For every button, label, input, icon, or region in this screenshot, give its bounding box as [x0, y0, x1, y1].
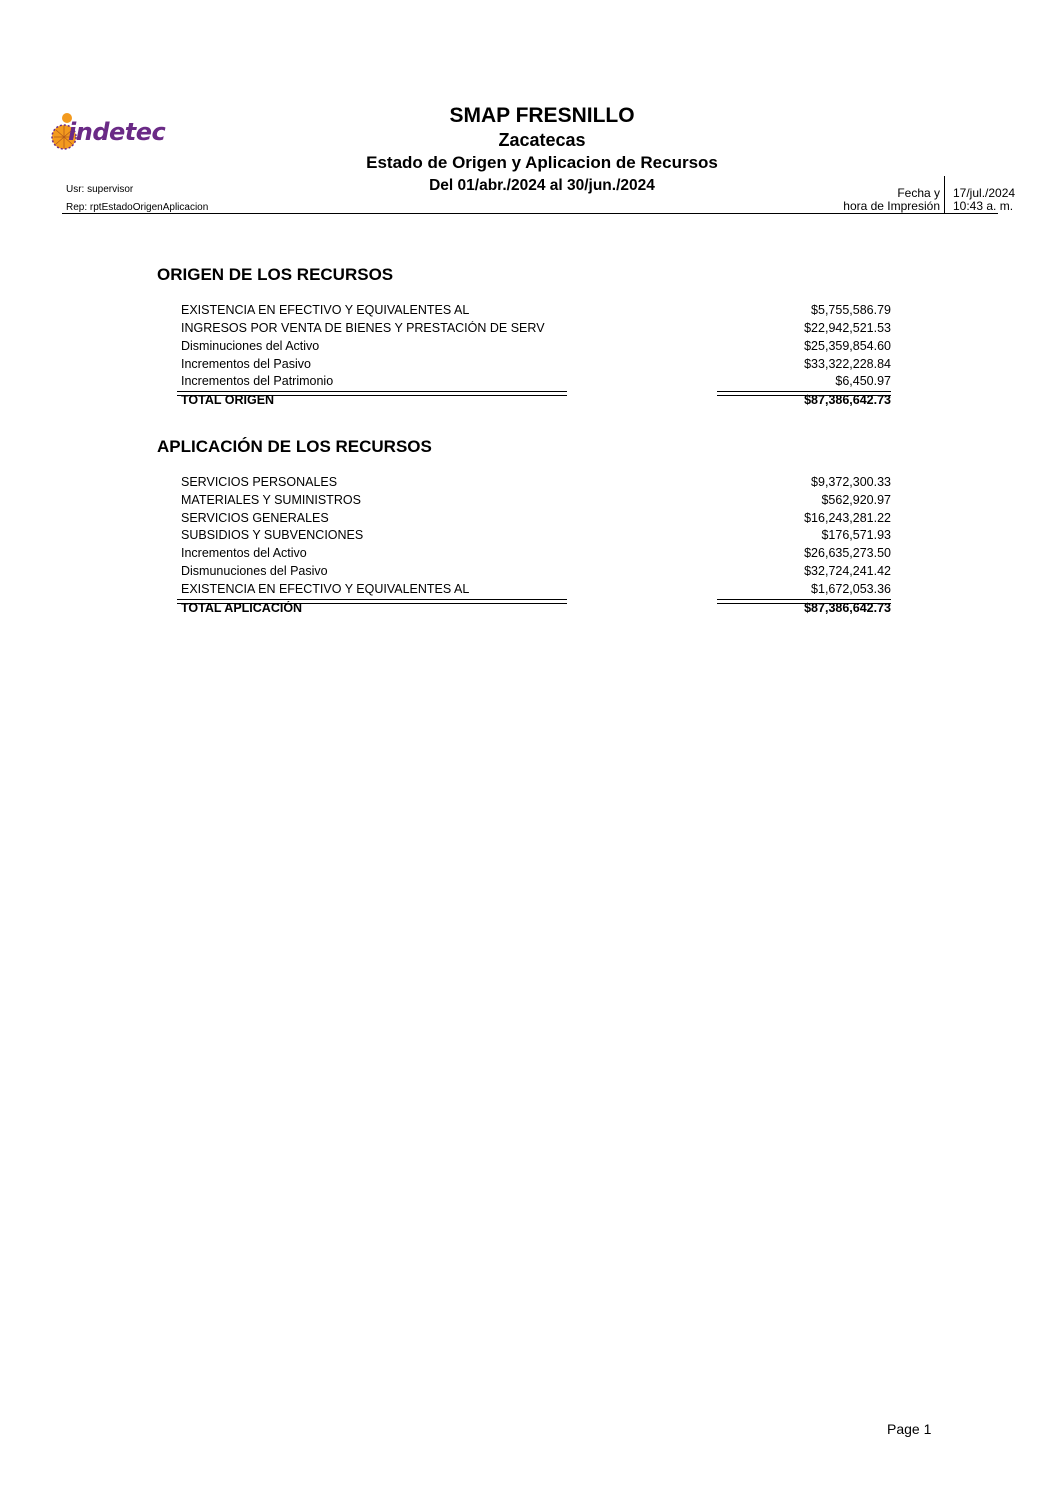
- origen-row: [181, 357, 891, 375]
- aplicacion-row: [181, 528, 891, 546]
- user-label: Usr: supervisor: [66, 184, 134, 195]
- print-date: 17/jul./2024: [953, 186, 1016, 200]
- row-label: MATERIALES Y SUMINISTROS: [181, 493, 361, 507]
- print-label-line-1: Fecha y: [897, 186, 940, 200]
- aplicacion-row: [181, 546, 891, 564]
- report-title: Estado de Origen y Aplicacion de Recursos: [366, 153, 718, 172]
- row-label: Incrementos del Pasivo: [181, 357, 311, 371]
- row-value: $32,724,241.42: [804, 564, 891, 578]
- row-label: Dismunuciones del Pasivo: [181, 564, 328, 578]
- entity-title: SMAP FRESNILLO: [449, 104, 635, 127]
- row-value: $22,942,521.53: [804, 321, 891, 335]
- row-value: $562,920.97: [821, 493, 891, 507]
- row-value: $1,672,053.36: [811, 582, 891, 596]
- logo-text: indetec: [68, 118, 166, 146]
- total-value: $87,386,642.73: [804, 601, 891, 615]
- origen-row: [181, 321, 891, 339]
- row-label: INGRESOS POR VENTA DE BIENES Y PRESTACIÓN DE SERV: [181, 321, 545, 335]
- row-value: $176,571.93: [821, 528, 891, 542]
- row-value: $33,322,228.84: [804, 357, 891, 371]
- origen-section-title: ORIGEN DE LOS RECURSOS: [157, 265, 394, 284]
- row-label: SUBSIDIOS Y SUBVENCIONES: [181, 528, 364, 542]
- print-separator: [944, 176, 945, 213]
- origen-row: [181, 303, 891, 321]
- state-title: Zacatecas: [498, 130, 586, 150]
- total-label: TOTAL ORIGEN: [181, 393, 275, 407]
- row-value: $6,450.97: [835, 374, 891, 388]
- aplicacion-row: [181, 582, 891, 600]
- print-datetime-label: [800, 187, 940, 213]
- row-value: $26,635,273.50: [804, 546, 891, 560]
- row-label: Incrementos del Activo: [181, 546, 307, 560]
- aplicacion-row: [181, 493, 891, 511]
- print-datetime-value: [953, 187, 1015, 213]
- origen-row: [181, 339, 891, 357]
- origen-total-row: [181, 393, 891, 411]
- row-label: EXISTENCIA EN EFECTIVO Y EQUIVALENTES AL: [181, 303, 470, 317]
- total-label: TOTAL APLICACIÓN: [181, 601, 303, 615]
- page-number: Page 1: [887, 1421, 932, 1437]
- aplicacion-row: [181, 475, 891, 493]
- aplicacion-row: [181, 511, 891, 529]
- origen-row: [181, 374, 891, 392]
- aplicacion-total-row: [181, 601, 891, 619]
- total-value: $87,386,642.73: [804, 393, 891, 407]
- row-label: Incrementos del Patrimonio: [181, 374, 334, 388]
- aplicacion-section-title: APLICACIÓN DE LOS RECURSOS: [157, 437, 432, 456]
- row-value: $9,372,300.33: [811, 475, 891, 489]
- row-value: $5,755,586.79: [811, 303, 891, 317]
- row-value: $16,243,281.22: [804, 511, 891, 525]
- row-label: SERVICIOS GENERALES: [181, 511, 329, 525]
- header-rule: [62, 213, 998, 214]
- row-value: $25,359,854.60: [804, 339, 891, 353]
- aplicacion-row: [181, 564, 891, 582]
- report-id-label: Rep: rptEstadoOrigenAplicacion: [66, 202, 209, 213]
- row-label: SERVICIOS PERSONALES: [181, 475, 338, 489]
- report-period: Del 01/abr./2024 al 30/jun./2024: [429, 177, 655, 194]
- print-time: 10:43 a. m.: [953, 199, 1014, 213]
- print-label-line-2: hora de Impresión: [843, 199, 940, 213]
- row-label: EXISTENCIA EN EFECTIVO Y EQUIVALENTES AL: [181, 582, 470, 596]
- indetec-logo: [50, 112, 180, 152]
- row-label: Disminuciones del Activo: [181, 339, 320, 353]
